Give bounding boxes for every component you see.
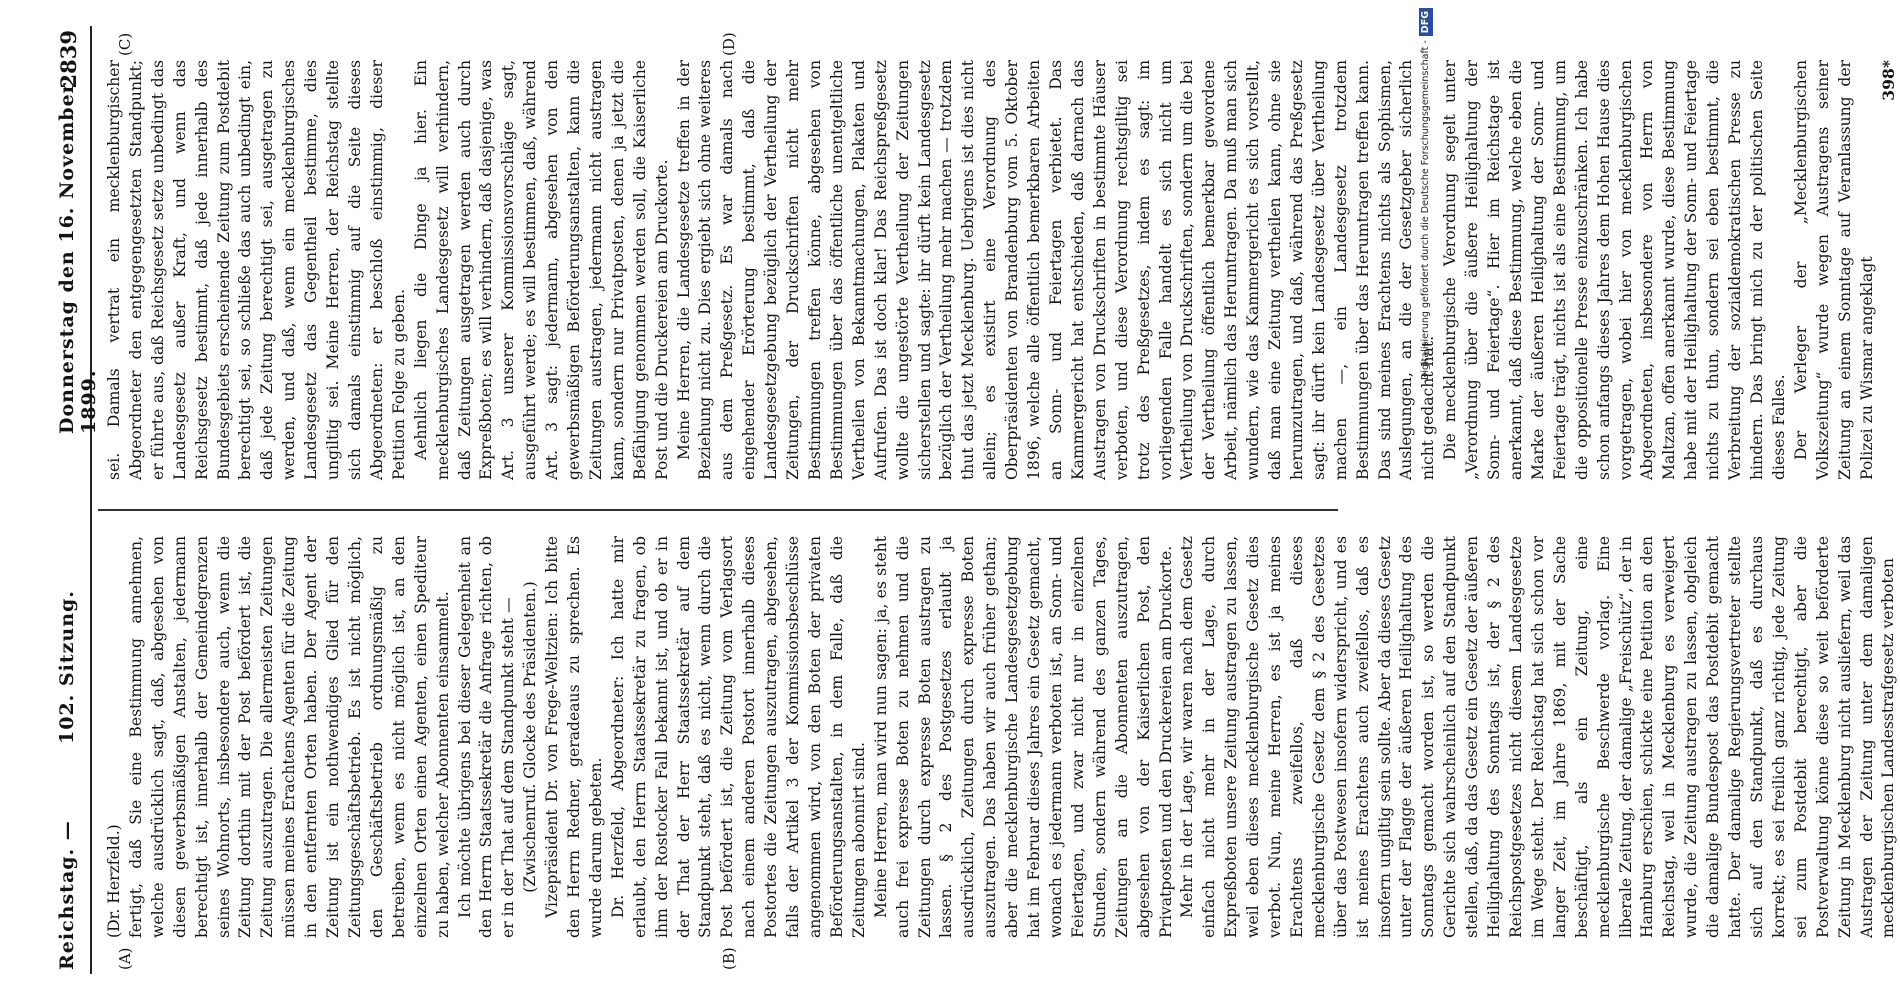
paragraph: Mehr in der Lage, wir waren nach dem Gesetz einfach nicht mehr in der Lage, durch Expreßboten unsere Zeitung austragen zu lassen, weil eben dieses mecklenburgische Gesetz dies verbot. Nun, meine Herren, es ist ja meines Erachtens zweifellos, daß dieses mecklenburgische Gesetz dem § 2 des Gesetzes über das Postwesen insofern widerspricht, und es ist meines Erachtens auch zweifellos, daß es insofern ungiltig sein sollte. Aber da dieses Gesetz unter der Flagge der äußeren Heilighaltung des Sonntags gemacht worden ist, so werden die Gerichte sich wahrscheinlich auf den Standpunkt stellen, daß, da das Gesetz ein Gesetz der äußeren Heilighaltung des Sonntags ist, der § 2 des Reichspostgesetzes nicht diesem Landesgesetze im Wege steht. Der Reichstag hat sich schon vor langer Zeit, im Jahre 1869, mit der Sache beschäftigt, als ein Zeitung, eine mecklenburgische Beschwerde vorlag. Eine liberale Zeitung, der damalige „Freischütz“, der in Hamburg erschien, schickte eine Petition an den Reichstag, weil in Mecklenburg es verweigert wurde, die Zeitung austragen zu lassen, obgleich die damalige Bundespost das Postdebit gemacht hatte. Der damalige Regierungsvertreter stellte sich auf den Standpunkt, daß es durchaus korrekt; es sei freilich ganz richtig, jede Zeitung sei zum Postdebit berechtigt, aber die Postverwaltung könne diese so weit beförderte Zeitung in Mecklenburg nicht ausliefern, weil das Austragen der Zeitung unter dem damaligen mecklenburgischen Landesstrafgesetz verboten	[1178, 536, 1898, 938]
paragraph: 398*	[1879, 60, 1899, 101]
paragraph: fertigt, daß Sie eine Bestimmung annehmen, welche ausdrücklich sagt, daß, abgesehen von diesen gewerbsmäßigen Anstalten, jedermann berechtigt ist, innerhalb der Gemeindegrenzen seines Wohnorts, insbesondere auch, wenn die Zeitung dorthin mit der Post befördert ist, die Zeitung auszutragen. Die allermeisten Zeitungen müssen meines Erachtens Agenten für die Zeitung in den entfernten Orten haben. Der Agent der Zeitung ist ein nothwendiges Glied für den Zeitungsgeschäftsbetrieb. Es ist nicht möglich, den Geschäftsbetrieb ordnungsmäßig zu betreiben, wenn es nicht möglich ist, an den einzelnen Orten einen Agenten, einen Spediteur zu haben, welcher Abonnenten einsammelt.	[126, 536, 452, 938]
paragraph: (Dr. Herzfeld.)	[105, 824, 123, 938]
paragraph: Der Verleger der „Mecklenburgischen Volkszeitung“ wurde wegen Austragens seiner Zeitung an einem Sonntage auf Veranlassung der Polizei zu Wismar angeklagt	[1791, 60, 1876, 480]
credit-text: Digitalisierung gefördert durch die Deutsche Forschungsgemeinschaft -	[1420, 40, 1431, 380]
paragraph: Dr. Herzfeld, Abgeordneter: Ich hatte mir erlaubt, den Herrn Staatssekretär zu fragen, ob ihm der Rostocker Fall bekannt ist, und ob er in der That der Herr Staatssekretär auf dem Standpunkt steht, daß es nicht, wenn durch die Post befördert ist, die Zeitung vom Verlagsort nach einem anderen Postort innerhalb dieses Postortes die Zeitungen auszutragen, abgesehen, falls der Artikel 3 der Kommissionsbeschlüsse angenommen wird, von den Boten der privaten Beförderungsanstalten, in dem Falle, daß die Zeitungen abonnirt sind.	[608, 536, 868, 938]
paragraph: Meine Herren, man wird nun sagen: ja, es steht auch frei expresse Boten zu nehmen und die Zeitungen durch expresse Boten austragen zu lassen. § 2 des Postgesetzes erlaubt ja ausdrücklich, Zeitungen durch expresse Boten auszutragen. Das haben wir auch früher gethan; aber die mecklenburgische Landesgesetzgebung hat im Februar dieses Jahres ein Gesetz gemacht, wonach es jedermann verboten ist, an Sonn- und Feiertagen, und zwar nicht nur in einzelnen Stunden, sondern während des ganzen Tages, Zeitungen an die Abonnenten auszutragen, abgesehen von der Kaiserlichen Post, den Privatposten und den Druckereien am Druckorte.	[871, 536, 1175, 938]
page-header	[46, 26, 100, 974]
header-title: Reichstag. —	[56, 820, 78, 970]
margin-label-c: (C)	[116, 32, 134, 56]
page-number: 2839	[56, 30, 81, 89]
paragraph: Aehnlich liegen die Dinge ja hier. Ein mecklenburgisches Landesgesetz will verhindern, daß Zeitungen ausgetragen werden auch durch Expreßboten; es will verhindern, daß dasjenige, was Art. 3 unserer Kommissionsvorschläge sagt, ausgeführt werde; es will bestimmen, daß, während Art. 3 sagt: jedermann, abgesehen von den gewerbsmäßigen Beförderungsanstalten, kann die Zeitungen austragen, jedermann nicht austragen kann, sondern nur Privatposten, denen ja jetzt die Befähigung genommen werden soll, die Kaiserliche Post und die Druckereien am Druckorte.	[411, 60, 671, 480]
paragraph: sei. Damals vertrat ein mecklenburgischer Abgeordneter den entgegengesetzten Standpunkt; er führte aus, daß Reichsgesetz setze unbedingt das Landesgesetz außer Kraft, und wenn das Reichsgesetz bestimmt, daß jede innerhalb des Bundesgebiets erscheinende Zeitung zum Postdebit berechtigt sei, so schließe das auch unbedingt ein, daß jede Zeitung berechtigt sei, ausgetragen zu werden, und daß, wenn ein mecklenburgisches Landesgesetz das Gegentheil bestimme, dies ungiltig sei. Meine Herren, der Reichstag stellte sich damals einstimmig auf die Seite dieses Abgeordneten: er beschloß einstimmig, dieser Petition Folge zu geben.	[105, 60, 408, 480]
header-date: Donnerstag den 16. November 1899.	[56, 82, 100, 434]
margin-label-b: (B)	[720, 947, 738, 970]
margin-label-d: (D)	[720, 32, 738, 56]
paragraph: Vizepräsident Dr. von Frege-Weltzien: Ich bitte den Herrn Redner, geradeaus zu sprechen. Es wurde darum gebeten.	[543, 536, 605, 938]
paragraph: Meine Herren, die Landesgesetze treffen in der Beziehung nicht zu. Dies ergiebt sich ohne weiteres aus dem Preßgesetz. Es war damals nach eingehender Erörterung bestimmt, daß die Landesgesetzgebung bezüglich der Vertheilung der Zeitungen, der Druckschriften nicht mehr Bestimmungen treffen könne, abgesehen von Bestimmungen über das öffentliche unentgeltliche Vertheilen von Bekanntmachungen, Plakaten und Aufrufen. Das ist doch klar! Das Reichspreßgesetz wollte die ungestörte Vertheilung der Zeitungen sicherstellen und sagte: ihr dürft kein Landesgesetz bezüglich der Vertheilung mehr machen — trotzdem thut das jetzt Mecklenburg. Uebrigens ist dies nicht allein; es existirt eine Verordnung des Oberpräsidenten von Brandenburg vom 5. Oktober 1896, welche alle öffentlich bemerkbaren Arbeiten an Sonn- und Feiertagen verbietet. Das Kammergericht hat entschieden, daß darnach das Austragen von Druckschriften in bestimmte Häuser verboten, und diese Verordnung rechtsgiltig sei trotz des Preßgesetzes, indem es sagt: im vorliegenden Falle handelt es sich nicht um Vertheilung von Druckschriften, sondern um die bei der Vertheilung öffentlich bemerkbar gewordene Arbeit, nämlich das Herumtragen. Da muß man sich wundern, wie das Kammergericht es sich vorstellt, daß man eine Zeitung vertheilen kann, ohne sie herumzutragen, und daß, während das Preßgesetz sagt: ihr dürft kein Landesgesetz über Vertheilung machen —, ein Landesgesetz trotzdem Bestimmungen über das Herumtragen treffen kann. Das sind meines Erachtens nichts als Sophismen, Auslegungen, an die der Gesetzgeber sicherlich nicht gedacht hat.	[674, 60, 1438, 480]
dfg-logo: DFG	[1419, 8, 1433, 36]
paragraph: Die mecklenburgische Verordnung segelt unter „Verordnung über die äußere Heilighaltung der Sonn- und Feiertage“. Hier im Reichstage ist anerkannt, daß diese Bestimmung, welche eben die Marke der äußeren Heilighaltung der Sonn- und Feiertage trägt, nichts ist als eine Bestimmung, um die oppositionelle Presse einzuschränken. Ich habe schon anfangs dieses Jahres dem Hohen Hause dies vorgetragen, wobei hier von mecklenburgischen Abgeordneten, insbesondere von Herrn von Maltzan, offen anerkannt wurde, diese Bestimmung habe mit der Heilighaltung der Sonn- und Feiertage nichts zu thun, sondern sei eben bestimmt, die Verbreitung der sozialdemokratischen Presse zu hindern. Das bringt mich zu der politischen Seite dieses Falles.	[1441, 60, 1788, 480]
digitization-credit	[1419, 8, 1433, 992]
header-session: 102. Sitzung.	[56, 590, 78, 744]
left-text-column	[104, 536, 1898, 938]
paragraph: (Zwischenruf. Glocke des Präsidenten.)	[521, 581, 540, 893]
column-divider	[98, 509, 1338, 511]
paragraph: Ich möchte übrigens bei dieser Gelegenheit an den Herrn Staatssekretär die Anfrage richten, ob er in der That auf dem Standpunkt steht —	[455, 536, 518, 938]
margin-label-a: (A)	[116, 947, 134, 970]
